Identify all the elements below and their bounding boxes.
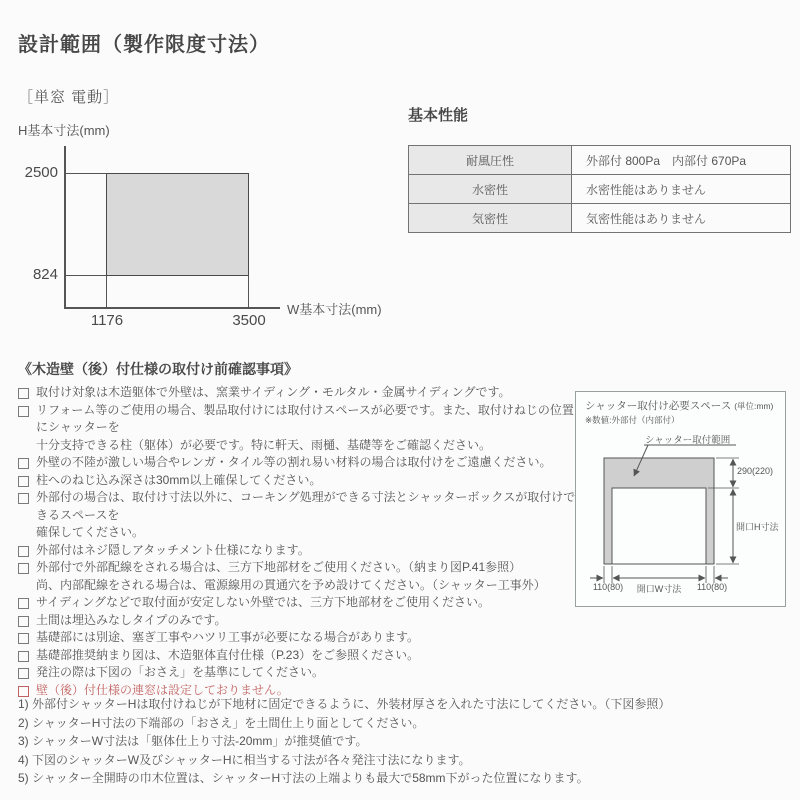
- checkbox-icon[interactable]: [18, 388, 29, 399]
- checkbox-icon[interactable]: [18, 651, 29, 662]
- checklist-item: [18, 559, 578, 594]
- checklist-item: [18, 472, 578, 490]
- checklist-item: [18, 402, 578, 455]
- checklist-item: [18, 664, 578, 682]
- note-item: 2) シャッターH寸法の下端部の「おさえ」を土間仕上り面としてください。: [18, 715, 425, 730]
- checklist: [18, 384, 578, 699]
- chart-x-axis-label: W基本寸法(mm): [287, 302, 382, 317]
- checkbox-icon[interactable]: [18, 616, 29, 627]
- y-tick-2500: 2500: [24, 164, 58, 181]
- chart-y-axis-label: H基本寸法(mm): [18, 123, 110, 138]
- checkbox-icon[interactable]: [18, 546, 29, 557]
- checklist-item-text: 発注の際は下図の「おさえ」を基準にしてください。: [36, 665, 325, 679]
- checklist-item: [18, 612, 578, 630]
- checklist-item-text: 基礎部推奨納まり図は、木造躯体直付仕様（P.23）をご参照ください。: [36, 647, 420, 662]
- dim-label-opening-w: 開口W寸法: [636, 584, 682, 594]
- performance-label: 水密性: [409, 175, 572, 204]
- checklist-item-line: リフォーム等のご使用の場合、製品取付けには取付けスペースが必要です。また、取付けねじの位置にシャッターを: [36, 402, 574, 434]
- x-tick-3500: 3500: [232, 312, 266, 329]
- checklist-item-text: [36, 489, 578, 542]
- checklist-item-text: 柱へのねじ込み深さは30mm以上確保してください。: [36, 472, 322, 487]
- diagram-unit: (単位:mm): [734, 401, 774, 411]
- table-row: [409, 146, 791, 175]
- performance-value: 外部付 800Pa 内部付 670Pa: [572, 146, 791, 175]
- checklist-item: [18, 384, 578, 402]
- performance-table: [408, 145, 791, 233]
- diagram-note: ※数値:外部付（内部付）: [585, 415, 680, 425]
- diagram-title: [585, 398, 773, 413]
- checkbox-icon[interactable]: [18, 476, 29, 487]
- checklist-item-line: 確保してください。: [36, 525, 145, 539]
- table-row: [409, 175, 791, 204]
- checklist-item: [18, 489, 578, 542]
- checklist-item-line: 外部付の場合は、取付け寸法以外に、コーキング処理ができる寸法とシャッターボックスが取付けできるスペースを: [36, 490, 576, 522]
- checkbox-icon[interactable]: [18, 406, 29, 417]
- checkbox-icon[interactable]: [18, 458, 29, 469]
- diagram-title-text: シャッター取付け必要スペース: [585, 400, 732, 412]
- checklist-item: [18, 647, 578, 665]
- note-item: 3) シャッターW寸法は「躯体仕上り寸法-20mm」が推奨値です。: [18, 734, 368, 748]
- performance-heading: 基本性能: [408, 107, 469, 124]
- dim-label-290: 290(220): [737, 466, 774, 476]
- checklist-item: [18, 454, 578, 472]
- checkbox-icon[interactable]: [18, 493, 29, 504]
- chart-y-axis-line: [64, 146, 66, 308]
- checklist-item-text: 基礎部には別途、塞ぎ工事やハツリ工事が必要になる場合があります。: [36, 630, 420, 644]
- required-space-diagram: [575, 391, 786, 607]
- manufacturable-range-area: [106, 173, 249, 276]
- checkbox-icon[interactable]: [18, 668, 29, 679]
- dim-label-110-right: 110(80): [696, 582, 728, 592]
- checklist-item-text: [36, 402, 578, 455]
- checklist-heading: 《木造壁（後）付仕様の取付け前確認事項》: [18, 361, 298, 377]
- checkbox-icon[interactable]: [18, 563, 29, 574]
- checkbox-icon[interactable]: [18, 633, 29, 644]
- shutter-range-label: シャッター取付範囲: [645, 435, 731, 446]
- note-item: 4) 下図のシャッターW及びシャッターHに相当する寸法が各々発注寸法になります。: [18, 752, 471, 767]
- checklist-item-line: 外部付で外部配線をされる場合は、三方下地部材をご使用ください。（納まり図P.41参照）: [36, 560, 522, 574]
- notes-list: [18, 695, 670, 788]
- page-subtitle: ［単窓 電動］: [18, 89, 120, 106]
- table-row: [409, 204, 791, 233]
- performance-value: 気密性能はありません: [572, 204, 791, 233]
- x-tick-1176: 1176: [90, 312, 124, 329]
- performance-label: 耐風圧性: [409, 146, 572, 175]
- note-item: 5) シャッター全開時の巾木位置は、シャッターH寸法の上端よりも最大で58mm下がった位置になります。: [18, 771, 589, 785]
- checklist-item-line: 十分支持できる柱（躯体）が必要です。特に軒天、雨樋、基礎等をご確認ください。: [36, 437, 492, 452]
- checklist-item-text: [36, 559, 546, 594]
- y-tick-824: 824: [32, 266, 58, 283]
- performance-value: 水密性能はありません: [572, 175, 791, 204]
- dim-label-110-left: 110(80): [592, 582, 624, 592]
- checkbox-icon[interactable]: [18, 598, 29, 609]
- checklist-item-text: 取付け対象は木造躯体で外壁は、窯業サイディング・モルタル・金属サイディングです。: [36, 385, 511, 399]
- checklist-item-text: 壁（後）付仕様の連窓は設定しておりません。: [36, 682, 289, 697]
- checklist-item-text: サイディングなどで取付面が安定しない外壁では、三方下地部材をご使用ください。: [36, 595, 490, 609]
- frame-opening-shape: [612, 488, 706, 564]
- checklist-item: [18, 629, 578, 647]
- checklist-item-text: 外壁の不陸が激しい場合やレンガ・タイル等の割れ易い材料の場合は取付けをご遠慮ください。: [36, 455, 552, 469]
- page-title: 設計範囲（製作限度寸法）: [18, 34, 270, 56]
- checklist-item: [18, 542, 578, 560]
- performance-label: 気密性: [409, 204, 572, 233]
- checklist-item-line: 尚、内部配線をされる場合は、電源線用の貫通穴を予め設けてください。（シャッター工事外）: [36, 577, 546, 592]
- note-item: 1) 外部付シャッターHは取付けねじが下地材に固定できるように、外装材厚さを入れた寸法にしてください。（下図参照）: [18, 697, 671, 711]
- dim-label-opening-h: 開口H寸法: [736, 522, 779, 532]
- checklist-item-text: 土間は埋込みなしタイプのみです。: [36, 612, 227, 627]
- checklist-item-text: 外部付はネジ隠しアタッチメント仕様になります。: [36, 542, 310, 557]
- checklist-item: [18, 594, 578, 612]
